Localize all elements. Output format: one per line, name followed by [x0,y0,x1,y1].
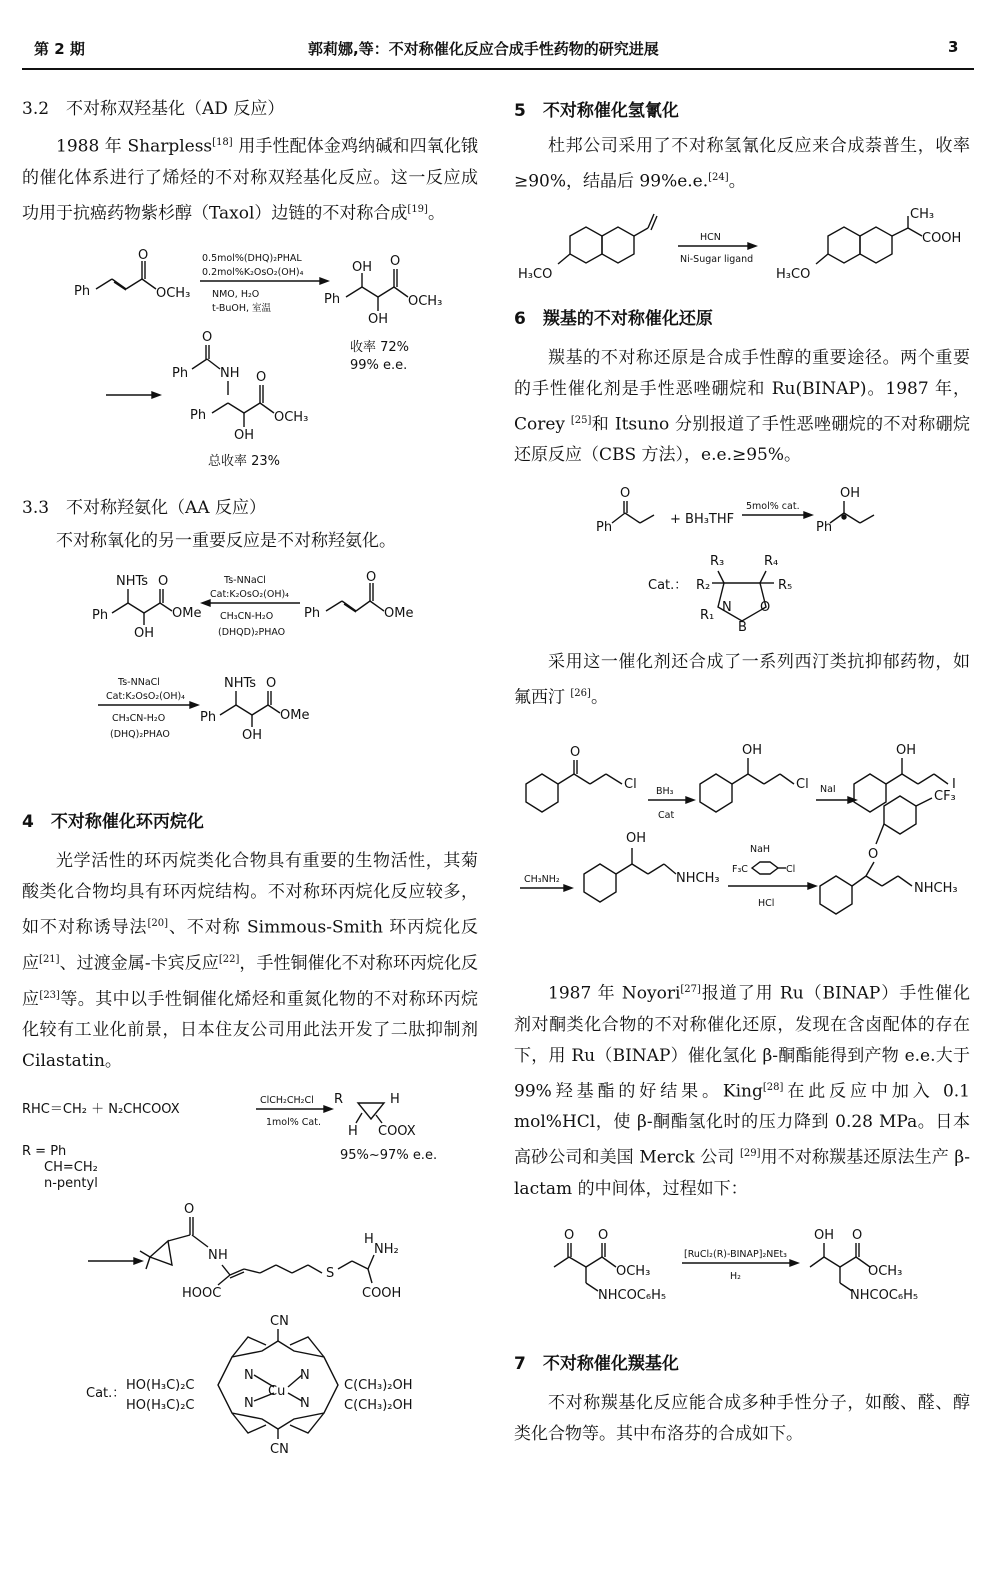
svg-text:95%~97% e.e.: 95%~97% e.e. [340,1148,438,1164]
svg-text:H₃CO: H₃CO [776,266,811,282]
svg-text:O: O [852,1227,863,1243]
svg-text:OH: OH [742,742,763,758]
svg-text:OCH₃: OCH₃ [868,1263,903,1279]
svg-text:NaI: NaI [820,783,836,795]
svg-text:Ph: Ph [190,408,207,424]
svg-text:R₅: R₅ [778,578,793,594]
svg-text:HCl: HCl [758,897,775,909]
svg-text:S: S [326,1266,335,1282]
svg-text:H: H [218,1248,228,1264]
svg-text:I: I [952,776,956,792]
svg-text:n-pentyl: n-pentyl [44,1176,98,1192]
svg-text:OH: OH [814,1227,835,1243]
svg-text:OH: OH [626,830,647,846]
svg-text:O: O [256,370,267,386]
svg-text:CH₃: CH₃ [910,206,935,222]
svg-text:Ph: Ph [74,284,91,300]
section-6-paragraph-b: 采用这一催化剂还合成了一系列西汀类抗抑郁药物，如氟西汀 [26]。 [514,652,970,708]
scheme-fluoxetine [514,736,970,962]
svg-text:Cat.：: Cat.： [648,578,688,594]
scheme-cyclopropanation [22,1089,478,1459]
svg-text:Cat: Cat [658,809,675,821]
svg-text:Ph: Ph [304,606,321,622]
svg-text:Ph: Ph [172,366,189,382]
svg-text:OH: OH [234,428,255,444]
svg-text:HO(H₃C)₂C: HO(H₃C)₂C [126,1378,195,1394]
svg-text:O: O [202,330,213,346]
section-3-3-paragraph: 不对称氧化的另一重要反应是不对称羟氨化。 [56,531,396,552]
header-rule [22,68,974,70]
svg-text:N: N [208,1248,218,1264]
svg-text:O: O [266,676,277,692]
svg-text:R: R [334,1092,344,1108]
svg-text:O: O [138,248,149,264]
section-7-paragraph: 不对称羰基化反应能合成多种手性分子，如酸、醛、醇类化合物等。其中布洛芬的合成如下。 [514,1392,970,1444]
svg-text:RHC＝CH₂ ＋ N₂CHCOOX: RHC＝CH₂ ＋ N₂CHCOOX [22,1102,180,1118]
svg-text:OH: OH [242,728,263,744]
section-4-paragraph: 光学活性的环丙烷类化合物具有重要的生物活性，其菊酸类化合物均具有环丙烷结构。不对称环丙烷化反应较多，如不对称诱导法[20]、不对称 Simmous-Smith 环丙烷化反应[21]、过渡金属-卡宾反应[22]，手性铜催化不对称环丙烷化反应[23]等。其中以手性铜催化烯烃和重氮化物的不对称环丙烷化较有工业化前景，日本住友公司用此法开发了二肽抑制剂 Cilastatin。 [22,851,479,1072]
svg-text:NHTs: NHTs [116,574,149,590]
svg-text:O: O [158,574,169,590]
svg-text:CH₃CN-H₂O: CH₃CN-H₂O [220,611,274,623]
svg-text:NHCH₃: NHCH₃ [676,870,720,886]
svg-text:OH: OH [896,742,917,758]
svg-text:OCH₃: OCH₃ [616,1263,651,1279]
svg-text:NaH: NaH [750,843,771,855]
svg-text:R₄: R₄ [764,554,779,570]
svg-text:O: O [620,486,631,502]
section-3-2-title: 3.2 不对称双羟基化（AD 反应） [22,99,285,119]
running-title: 郭莉娜,等：不对称催化反应合成手性药物的研究进展 [308,40,659,58]
svg-text:H₃CO: H₃CO [518,266,553,282]
svg-text:COOX: COOX [378,1124,416,1140]
svg-text:Cu: Cu [268,1384,286,1400]
scheme-cbs-reduction [514,483,970,633]
svg-text:Ph: Ph [200,710,217,726]
svg-text:NHCOC₆H₅: NHCOC₆H₅ [598,1287,667,1303]
svg-text:Ph: Ph [92,608,109,624]
svg-text:N: N [244,1396,254,1412]
svg-text:N: N [244,1368,254,1384]
svg-text:(DHQD)₂PHAO: (DHQD)₂PHAO [218,627,286,639]
svg-text:1mol% Cat.: 1mol% Cat. [266,1117,321,1129]
svg-text:O: O [760,600,771,616]
svg-text:HCN: HCN [700,231,721,243]
svg-text:BH₃: BH₃ [656,785,674,797]
scheme-ketoester-hydrogenation [514,1223,970,1341]
svg-text:Cat:K₂OsO₂(OH)₄: Cat:K₂OsO₂(OH)₄ [210,589,289,601]
svg-text:总收率 23%: 总收率 23% [208,454,281,470]
svg-text:O: O [570,744,581,760]
svg-text:B: B [738,620,747,634]
svg-text:OH: OH [352,260,373,276]
svg-text:CH₃NH₂: CH₃NH₂ [524,873,560,885]
svg-text:N: N [300,1368,310,1384]
svg-text:OH: OH [368,312,389,328]
svg-text:HO(H₃C)₂C: HO(H₃C)₂C [126,1398,195,1414]
section-3-2-paragraph: 1988 年 Sharpless[18] 用手性配体金鸡纳碱和四氧化锇的催化体系进行了烯烃的不对称双羟基化反应。这一反应成功用于抗癌药物紫杉醇（Taxol）边链的不对称合成[19]。 [22,136,478,224]
svg-text:CF₃: CF₃ [934,788,956,804]
issue-label: 第 2 期 [34,40,85,58]
svg-text:C(CH₃)₂OH: C(CH₃)₂OH [344,1378,413,1394]
section-5-paragraph: 杜邦公司采用了不对称氢氰化反应来合成萘普生，收率≥90%，结晶后 99%e.e.[24]。 [514,136,970,192]
svg-text:H: H [348,1124,358,1140]
svg-text:Ts-NNaCl: Ts-NNaCl [224,575,266,587]
section-7-title: 7 不对称催化羰基化 [514,1353,679,1374]
scheme-ad-reaction [22,243,478,475]
svg-text:Ph: Ph [816,520,833,536]
svg-text:Ph: Ph [596,520,613,536]
section-6-paragraph-c: 1987 年 Noyori[27]报道了用 Ru（BINAP）手性催化剂对酮类化合物的不对称催化还原，发现在含卤配体的存在下，用 Ru（BINAP）催化氢化 β-酮酯能得到产物 e.e.大于 99%羟基酯的好结果。King[28]在此反应中加入 0.1 mol%HCl，使 β-酮酯氢化时的压力降到 0.28 MPa。日本高砂公司和美国 Merck 公司 [29]用不对称羰基还原法生产 β-lactam 的中间体，过程如下： [514,983,970,1199]
svg-text:ClCH₂CH₂Cl: ClCH₂CH₂Cl [260,1095,314,1107]
svg-text:R₂: R₂ [696,578,711,594]
svg-text:Ts-NNaCl: Ts-NNaCl [118,677,160,689]
svg-text:CH₃CN-H₂O: CH₃CN-H₂O [112,713,166,725]
svg-text:Cl: Cl [624,776,637,792]
svg-text:OCH₃: OCH₃ [408,294,443,310]
svg-text:COOH: COOH [362,1286,402,1302]
svg-text:H: H [390,1092,400,1108]
svg-text:NHTs: NHTs [224,676,257,692]
svg-text:COOH: COOH [922,230,962,246]
svg-text:NMO, H₂O: NMO, H₂O [212,289,260,301]
svg-text:Ph: Ph [324,292,341,308]
svg-text:O: O [868,846,879,862]
svg-text:CH=CH₂: CH=CH₂ [44,1160,98,1176]
svg-text:OMe: OMe [172,606,202,622]
svg-text:CN: CN [270,1314,289,1330]
svg-text:OH: OH [134,626,155,642]
svg-text:NHCH₃: NHCH₃ [914,880,958,896]
svg-text:Cl: Cl [786,863,796,875]
svg-text:OCH₃: OCH₃ [156,286,191,302]
svg-text:R₃: R₃ [710,554,725,570]
section-5-title: 5 不对称催化氢氰化 [514,101,679,121]
svg-text:O: O [598,1227,609,1243]
scheme-hydrocyanation [514,206,970,298]
left-column [22,92,478,1459]
right-column [514,92,970,1450]
svg-text:OMe: OMe [384,606,414,622]
svg-text:R = Ph: R = Ph [22,1144,67,1160]
svg-text:(DHQ)₂PHAO: (DHQ)₂PHAO [110,729,170,741]
svg-text:NHCOC₆H₅: NHCOC₆H₅ [850,1287,919,1303]
svg-text:t-BuOH, 室温: t-BuOH, 室温 [212,303,272,315]
svg-text:HOOC: HOOC [182,1286,222,1302]
svg-text:[RuCl₂(R)-BINAP]₂NEt₃: [RuCl₂(R)-BINAP]₂NEt₃ [684,1248,787,1260]
svg-text:O: O [390,254,401,270]
svg-text:O: O [366,570,377,586]
svg-text:F₃C: F₃C [732,863,748,875]
svg-text:5mol% cat.: 5mol% cat. [746,501,800,513]
svg-text:Cat:K₂OsO₂(OH)₄: Cat:K₂OsO₂(OH)₄ [106,691,185,703]
svg-text:99% e.e.: 99% e.e. [350,358,408,374]
svg-text:N: N [300,1396,310,1412]
page-number: 3 [948,38,959,56]
svg-text:H: H [364,1232,374,1248]
svg-text:H₂: H₂ [730,1270,741,1282]
svg-text:OMe: OMe [280,708,310,724]
section-3-3-title: 3.3 不对称羟氨化（AA 反应） [22,498,266,519]
section-4-title: 4 不对称催化环丙烷化 [22,812,204,833]
svg-text:O: O [564,1227,575,1243]
svg-text:R₁: R₁ [700,608,715,624]
svg-text:NH₂: NH₂ [374,1242,399,1258]
svg-text:+ BH₃THF: + BH₃THF [670,512,735,528]
svg-text:CN: CN [270,1442,289,1458]
section-6-paragraph: 羰基的不对称还原是合成手性醇的重要途径。两个重要的手性催化剂是手性恶唑硼烷和 Ru(BINAP)。1987 年，Corey [25]和 Itsuno 分别报道了手性恶唑硼烷的不对称硼烷还原反应（CBS 方法），e.e.≥95%。 [514,347,970,466]
svg-text:收率 72%: 收率 72% [350,340,410,356]
svg-text:N: N [722,600,732,616]
svg-text:Cl: Cl [796,776,809,792]
svg-text:Cat.：: Cat.： [86,1386,126,1402]
scheme-aa-reaction [22,565,478,801]
svg-text:0.2mol%K₂OsO₂(OH)₄: 0.2mol%K₂OsO₂(OH)₄ [202,267,304,279]
svg-text:OCH₃: OCH₃ [274,410,309,426]
svg-text:0.5mol%(DHQ)₂PHAL: 0.5mol%(DHQ)₂PHAL [202,253,302,265]
svg-text:C(CH₃)₂OH: C(CH₃)₂OH [344,1398,413,1414]
section-6-title: 6 羰基的不对称催化还原 [514,308,713,329]
svg-text:O: O [184,1202,195,1218]
svg-text:OH: OH [840,486,861,502]
svg-text:Ni-Sugar ligand: Ni-Sugar ligand [680,253,754,265]
svg-text:NH: NH [220,366,240,382]
